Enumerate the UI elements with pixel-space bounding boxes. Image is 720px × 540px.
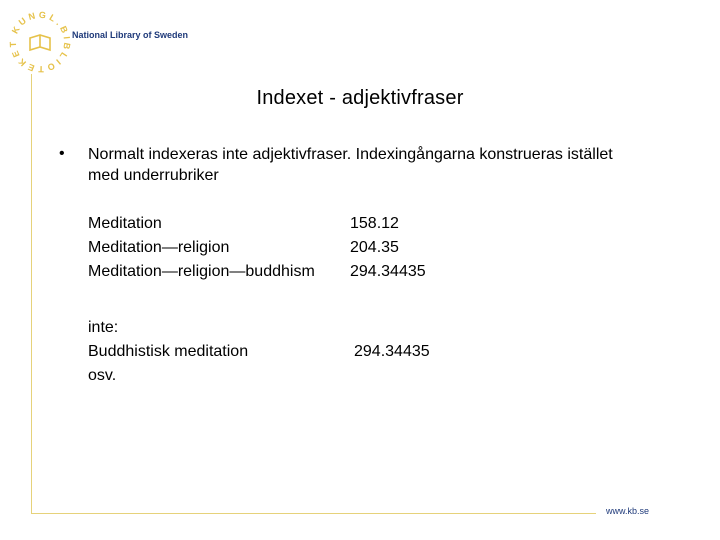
bullet-text: Normalt indexeras inte adjektivfraser. Indexingångarna konstrueras istället med underrubriker (88, 146, 613, 184)
entry-term: Meditation—religion—buddhism (88, 263, 315, 280)
footer-url: www.kb.se (606, 506, 650, 516)
entry-term: Meditation—religion (88, 239, 230, 256)
subheading-entries (88, 212, 426, 284)
svg-text:KUNGL.BIBLIOTEKET: KUNGL.BIBLIOTEKET (7, 9, 73, 75)
entry-row (88, 212, 426, 236)
entry-row (88, 236, 426, 260)
not-entry-number: 294.34435 (354, 343, 430, 360)
not-entry-term: Buddhistisk meditation (88, 343, 249, 360)
not-entry-row (88, 340, 430, 364)
entry-term: Meditation (88, 215, 162, 232)
open-book-icon (30, 35, 50, 50)
entry-number: 158.12 (350, 215, 399, 232)
bottom-rule (31, 513, 596, 514)
entry-row (88, 260, 426, 284)
not-label: inte: (88, 319, 119, 336)
entry-number: 204.35 (350, 239, 399, 256)
not-example (88, 316, 430, 388)
etc-text: osv. (88, 367, 117, 384)
slide-title: Indexet - adjektivfraser (256, 87, 464, 109)
brand-name: National Library of Sweden (72, 30, 189, 40)
library-seal-logo (4, 6, 76, 78)
left-rule (31, 74, 32, 514)
entry-number: 294.34435 (350, 263, 426, 280)
bullet-marker: • (59, 145, 65, 162)
